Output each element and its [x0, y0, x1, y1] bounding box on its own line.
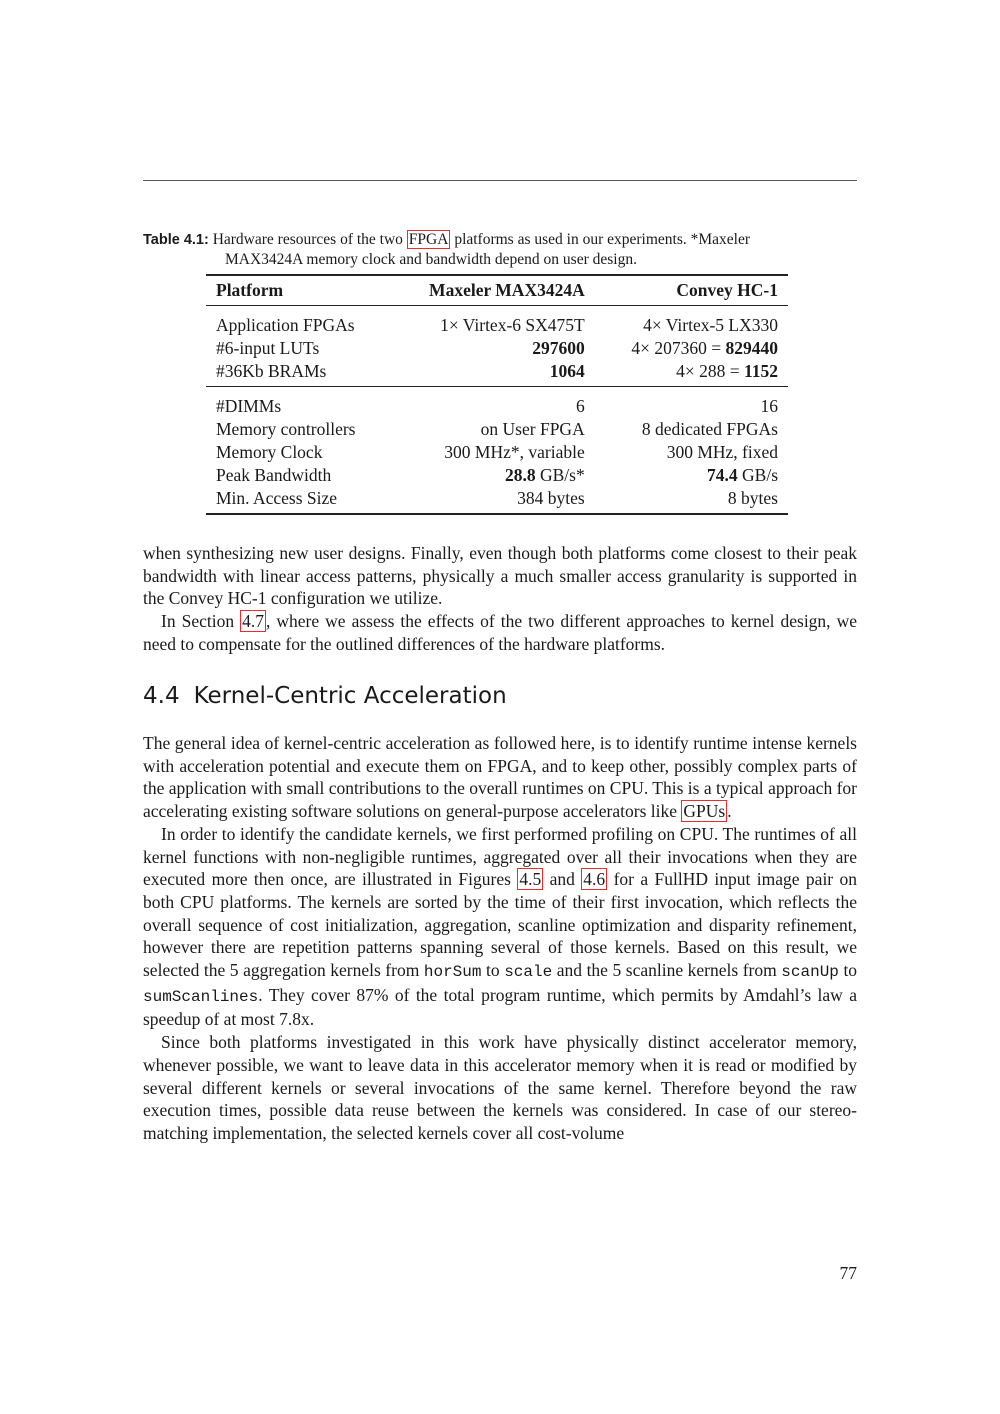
caption-line-2: MAX3424A memory clock and bandwidth depend on user design.	[225, 251, 637, 268]
section-title: Kernel-Centric Acceleration	[193, 683, 507, 709]
table-header-row	[206, 275, 788, 306]
row-label: Memory controllers	[216, 419, 356, 439]
convey-value: 300 MHz, fixed	[666, 442, 778, 462]
maxeler-value: 384 bytes	[517, 488, 585, 508]
header-rule	[143, 180, 857, 181]
row-label: Application FPGAs	[216, 315, 355, 335]
header-maxeler: Maxeler MAX3424A	[429, 280, 585, 300]
section-number: 4.4	[143, 683, 180, 709]
code-sumscanlines: sumScanlines	[143, 987, 259, 1006]
caption-label: Table 4.1:	[143, 232, 209, 248]
para4-g: . They cover 87% of the total program runtime, which permits by Amdahl’s law a speedup of at most 7.8x.	[143, 984, 857, 1030]
table-row	[206, 337, 788, 360]
para4-a: In order to identify the candidate kernels, we first performed profiling on CPU. The runtimes of all kernel functions with non-negligible runtimes, aggregated over all their invocations when they are executed more then once, are illustrated in Figures	[143, 823, 857, 890]
para2-post: , where we assess the effects of the two different approaches to kernel design, we need to compensate for the outlined differences of the hardware platforms.	[143, 611, 857, 654]
section-heading	[143, 683, 507, 709]
convey-value	[595, 464, 788, 487]
row-label: #36Kb BRAMs	[216, 361, 327, 381]
page-number: 77	[839, 1263, 857, 1283]
para4-c: for a FullHD input image pair on both CPU platforms. The kernels are sorted by the time of their first invocation, which reflects the overall sequence of cost initialization, aggregation, scanline optimization and disparity refinement, however there are repetition patterns spanning several of those kernels. Based on this result, we selected the 5 aggregation kernels from	[143, 869, 858, 981]
convey-value	[595, 337, 788, 360]
paragraph-1: when synthesizing new user designs. Finally, even though both platforms come closest to their peak bandwidth with linear access patterns, physically a much smaller access granularity is supported in the Convey HC-1 configuration we utilize.	[143, 543, 857, 609]
convey-value-pre: 4× 207360 =	[631, 338, 726, 358]
para4-e: and the 5 scanline kernels from	[556, 960, 777, 981]
convey-value: 16	[760, 396, 778, 416]
maxeler-value-unit: GB/s*	[535, 465, 585, 485]
table-row	[206, 387, 788, 419]
para4-d: to	[486, 960, 500, 981]
table-row	[206, 441, 788, 464]
convey-value: 4× Virtex-5 LX330	[643, 315, 778, 335]
row-label: Memory Clock	[216, 442, 323, 462]
code-horsum: horSum	[423, 963, 482, 982]
caption-text-post: platforms as used in our experiments. *Maxeler	[454, 231, 751, 248]
para4-f: to	[843, 960, 858, 981]
body-text-lower	[143, 732, 857, 1145]
figure-4-5-link[interactable]: 4.5	[519, 869, 542, 890]
fpga-glossary-link[interactable]: FPGA	[408, 231, 449, 248]
header-platform: Platform	[216, 280, 284, 300]
maxeler-value: 300 MHz*, variable	[444, 442, 585, 462]
maxeler-value-bold: 1064	[549, 361, 585, 381]
row-label: Peak Bandwidth	[216, 465, 332, 485]
para3-end: .	[727, 801, 732, 822]
maxeler-value: 6	[575, 396, 585, 416]
caption-line-1	[143, 230, 857, 250]
paragraph-3	[143, 732, 857, 823]
convey-value: 8 dedicated FPGAs	[641, 419, 778, 439]
paragraph-2	[143, 610, 857, 655]
table-row	[206, 306, 788, 338]
body-text-upper	[143, 542, 857, 656]
table-row	[206, 464, 788, 487]
maxeler-value-bold: 297600	[532, 338, 585, 358]
gpus-glossary-link[interactable]: GPUs	[683, 801, 726, 822]
code-scale: scale	[504, 963, 553, 982]
table-caption	[143, 230, 857, 269]
maxeler-value	[391, 464, 595, 487]
table-row	[206, 360, 788, 387]
header-convey: Convey HC-1	[676, 280, 778, 300]
maxeler-value	[391, 360, 595, 387]
code-scanup: scanUp	[781, 963, 839, 982]
paragraph-4	[143, 823, 857, 1031]
paragraph-5: Since both platforms investigated in this work have physically distinct accelerator memory, whenever possible, we want to leave data in this accelerator memory when it is read or modified by several different kernels or several invocations of the same kernel. Therefore beyond the raw execution times, possible data reuse between the kernels was considered. In case of our stereo-matching implementation, the selected kernels cover all cost-volume	[143, 1032, 857, 1143]
maxeler-value: on User FPGA	[480, 419, 585, 439]
convey-value-bold: 1152	[743, 361, 778, 381]
table-row	[206, 418, 788, 441]
convey-value: 8 bytes	[727, 488, 778, 508]
maxeler-value: 1× Virtex-6 SX475T	[440, 315, 585, 335]
maxeler-value-bold: 28.8	[504, 465, 536, 485]
convey-value-unit: GB/s	[737, 465, 778, 485]
convey-value-pre: 4× 288 =	[676, 361, 744, 381]
row-label: #6-input LUTs	[216, 338, 320, 358]
caption-text-pre: Hardware resources of the two	[212, 231, 403, 248]
row-label: #DIMMs	[216, 396, 282, 416]
maxeler-value	[391, 337, 595, 360]
para3-text: The general idea of kernel-centric acceleration as followed here, is to identify runtime intense kernels with acceleration potential and execute them on FPGA, and to keep other, possibly complex parts of the application with small contributions to the overall runtimes on CPU. This is a typical approach for accelerating existing software solutions on general-purpose accelerators like	[143, 733, 857, 822]
para4-b: and	[549, 869, 575, 890]
para2-pre: In Section	[161, 611, 235, 632]
table-row	[206, 487, 788, 514]
convey-value-bold: 74.4	[707, 465, 738, 485]
section-4-7-link[interactable]: 4.7	[242, 611, 264, 632]
convey-value-bold: 829440	[725, 338, 778, 358]
hardware-resources-table	[206, 274, 788, 515]
row-label: Min. Access Size	[216, 488, 338, 508]
convey-value	[595, 360, 788, 387]
figure-4-6-link[interactable]: 4.6	[583, 869, 606, 890]
